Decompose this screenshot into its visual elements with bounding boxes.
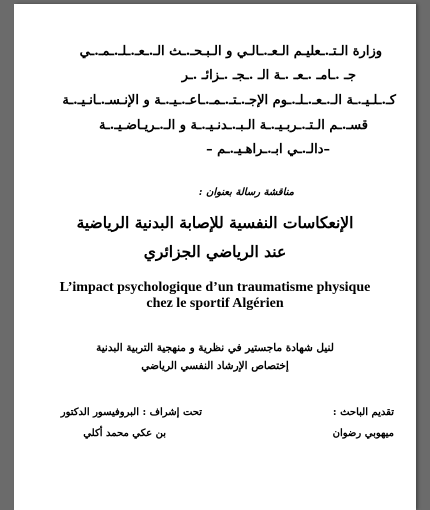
- header-campus: –دالـ.ـي ابـ.ـراهـيـ.ـم –: [206, 142, 330, 157]
- header-faculty: كـ.ـلـيـ.ـة الـ.ـعـ.ـلـ.ـوم الإجـ.ـتـ.ـمـ.ـاعـ.ـيـ.ـة و الإنـسـ.ـانـيـ.ـة: [62, 93, 396, 108]
- author-label: تقديم الباحث :: [332, 407, 394, 418]
- degree-line2: إختصاص الإرشاد النفسي الرياضي: [141, 360, 289, 372]
- supervisor-name: بن عكي محمد أكلي: [83, 428, 166, 439]
- document-page: [14, 4, 416, 510]
- header-department: قسـ.ـم الـتـ.ـربـيـ.ـة الـبـ.ـدنـيـ.ـة و الـ.ـريـاضـيـ.ـة: [99, 118, 368, 133]
- degree-line1: لنيل شهادة ماجستير في نظرية و منهجية التربية البدنية: [96, 342, 334, 354]
- title-arabic-line1: الإنعكاسات النفسية للإصابة البدنية الرياضية: [76, 213, 354, 232]
- title-french-line1: L’impact psychologique d’un traumatisme physique: [59, 280, 371, 295]
- header-ministry: وزارة الـتـ.ـعليـم الـعـ.ـالـي و الـبـحـ.ـث الـ.ـعـ.ـلـ.ـمـ.ـي: [79, 44, 382, 59]
- title-arabic-line2: عند الرياضي الجزائري: [143, 242, 287, 261]
- header-university: جـ .ـامـ .ـعـ .ـة الـ .ـجـ .ـزائـ .ـر: [181, 68, 356, 83]
- author-name: ميهوبي رضوان: [332, 428, 394, 439]
- intro-label: مناقشة رسالة بعنوان :: [198, 187, 294, 198]
- title-french-line2: chez le sportif Algérien: [146, 296, 284, 311]
- supervisor-label: تحت إشراف : البروفيسور الدكتور: [60, 407, 202, 418]
